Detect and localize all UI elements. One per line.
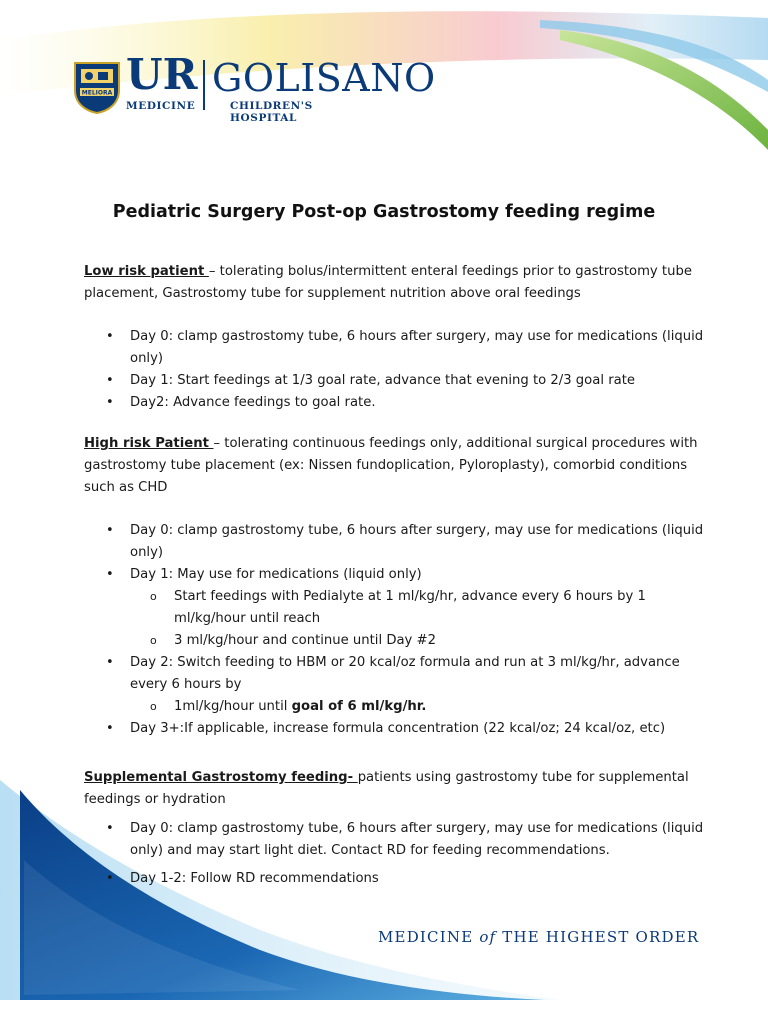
high-risk-text: – tolerating continuous feedings only, additional surgical procedures with gastrostomy tube placement (ex: Nissen fundoplication, Pyloroplasty), comorbid conditions such as CHD <box>84 436 698 495</box>
footer-tagline <box>378 928 699 946</box>
list-item <box>104 564 708 652</box>
golisano-wordmark: GOLISANO <box>212 56 436 100</box>
sub-list-item: o 3 ml/kg/hour and continue until Day #2 <box>148 630 708 652</box>
sub-list <box>130 586 708 652</box>
supplemental-list <box>104 818 708 890</box>
list-item: • Day 0: clamp gastrostomy tube, 6 hours after surgery, may use for medications (liquid only) <box>104 326 708 370</box>
low-risk-list <box>104 326 708 414</box>
supplemental-lead <box>84 767 704 811</box>
sub-list <box>130 696 708 718</box>
high-risk-lead <box>84 433 704 499</box>
list-item: • Day 3+:If applicable, increase formula concentration (22 kcal/oz; 24 kcal/oz, etc) <box>104 718 708 740</box>
low-risk-label: Low risk patient <box>84 264 209 279</box>
sub-list-item <box>148 696 708 718</box>
high-risk-list <box>104 520 708 740</box>
list-item: • Day 1: Start feedings at 1/3 goal rate, advance that evening to 2/3 goal rate <box>104 370 708 392</box>
list-item <box>104 652 708 718</box>
low-risk-text: – tolerating bolus/intermittent enteral feedings prior to gastrostomy tube placement, Gastrostomy tube for supplement nutrition above oral feedings <box>84 264 692 301</box>
supplemental-label: Supplemental Gastrostomy feeding- <box>84 770 358 785</box>
tagline-part: THE HIGHEST ORDER <box>502 928 700 946</box>
sub-list-item-text: 1ml/kg/hour until <box>174 699 292 714</box>
list-item: • Day2: Advance feedings to goal rate. <box>104 392 708 414</box>
sub-list-item: o Start feedings with Pedialyte at 1 ml/kg/hr, advance every 6 hours by 1 ml/kg/hour until reach <box>148 586 708 630</box>
list-item-text: Day 1: May use for medications (liquid only) <box>130 567 422 582</box>
low-risk-lead <box>84 261 704 305</box>
golisano-subtitle: CHILDREN'S HOSPITAL <box>230 100 313 124</box>
list-item: • Day 1-2: Follow RD recommendations <box>104 868 708 890</box>
list-item: • Day 0: clamp gastrostomy tube, 6 hours after surgery, may use for medications (liquid only) and may start light diet. Contact RD for feeding recommendations. <box>104 818 708 862</box>
goal-rate-text: goal of 6 ml/kg/hr. <box>291 699 427 714</box>
document-title: Pediatric Surgery Post-op Gastrostomy feeding regime <box>112 202 656 222</box>
high-risk-label: High risk Patient <box>84 436 214 451</box>
ur-subtitle: MEDICINE <box>126 100 196 112</box>
ur-wordmark: UR <box>126 50 198 99</box>
tagline-of: of <box>479 928 497 946</box>
supplemental-text: patients using gastrostomy tube for supplemental feedings or hydration <box>84 770 689 807</box>
tagline-part: MEDICINE <box>378 928 474 946</box>
svg-text:MELIORA: MELIORA <box>81 89 113 97</box>
list-item-text: Day 2: Switch feeding to HBM or 20 kcal/oz formula and run at 3 ml/kg/hr, advance every 6 hours by <box>130 655 680 692</box>
logo-divider <box>203 60 205 110</box>
university-seal-icon <box>72 60 122 114</box>
list-item: • Day 0: clamp gastrostomy tube, 6 hours after surgery, may use for medications (liquid only) <box>104 520 708 564</box>
